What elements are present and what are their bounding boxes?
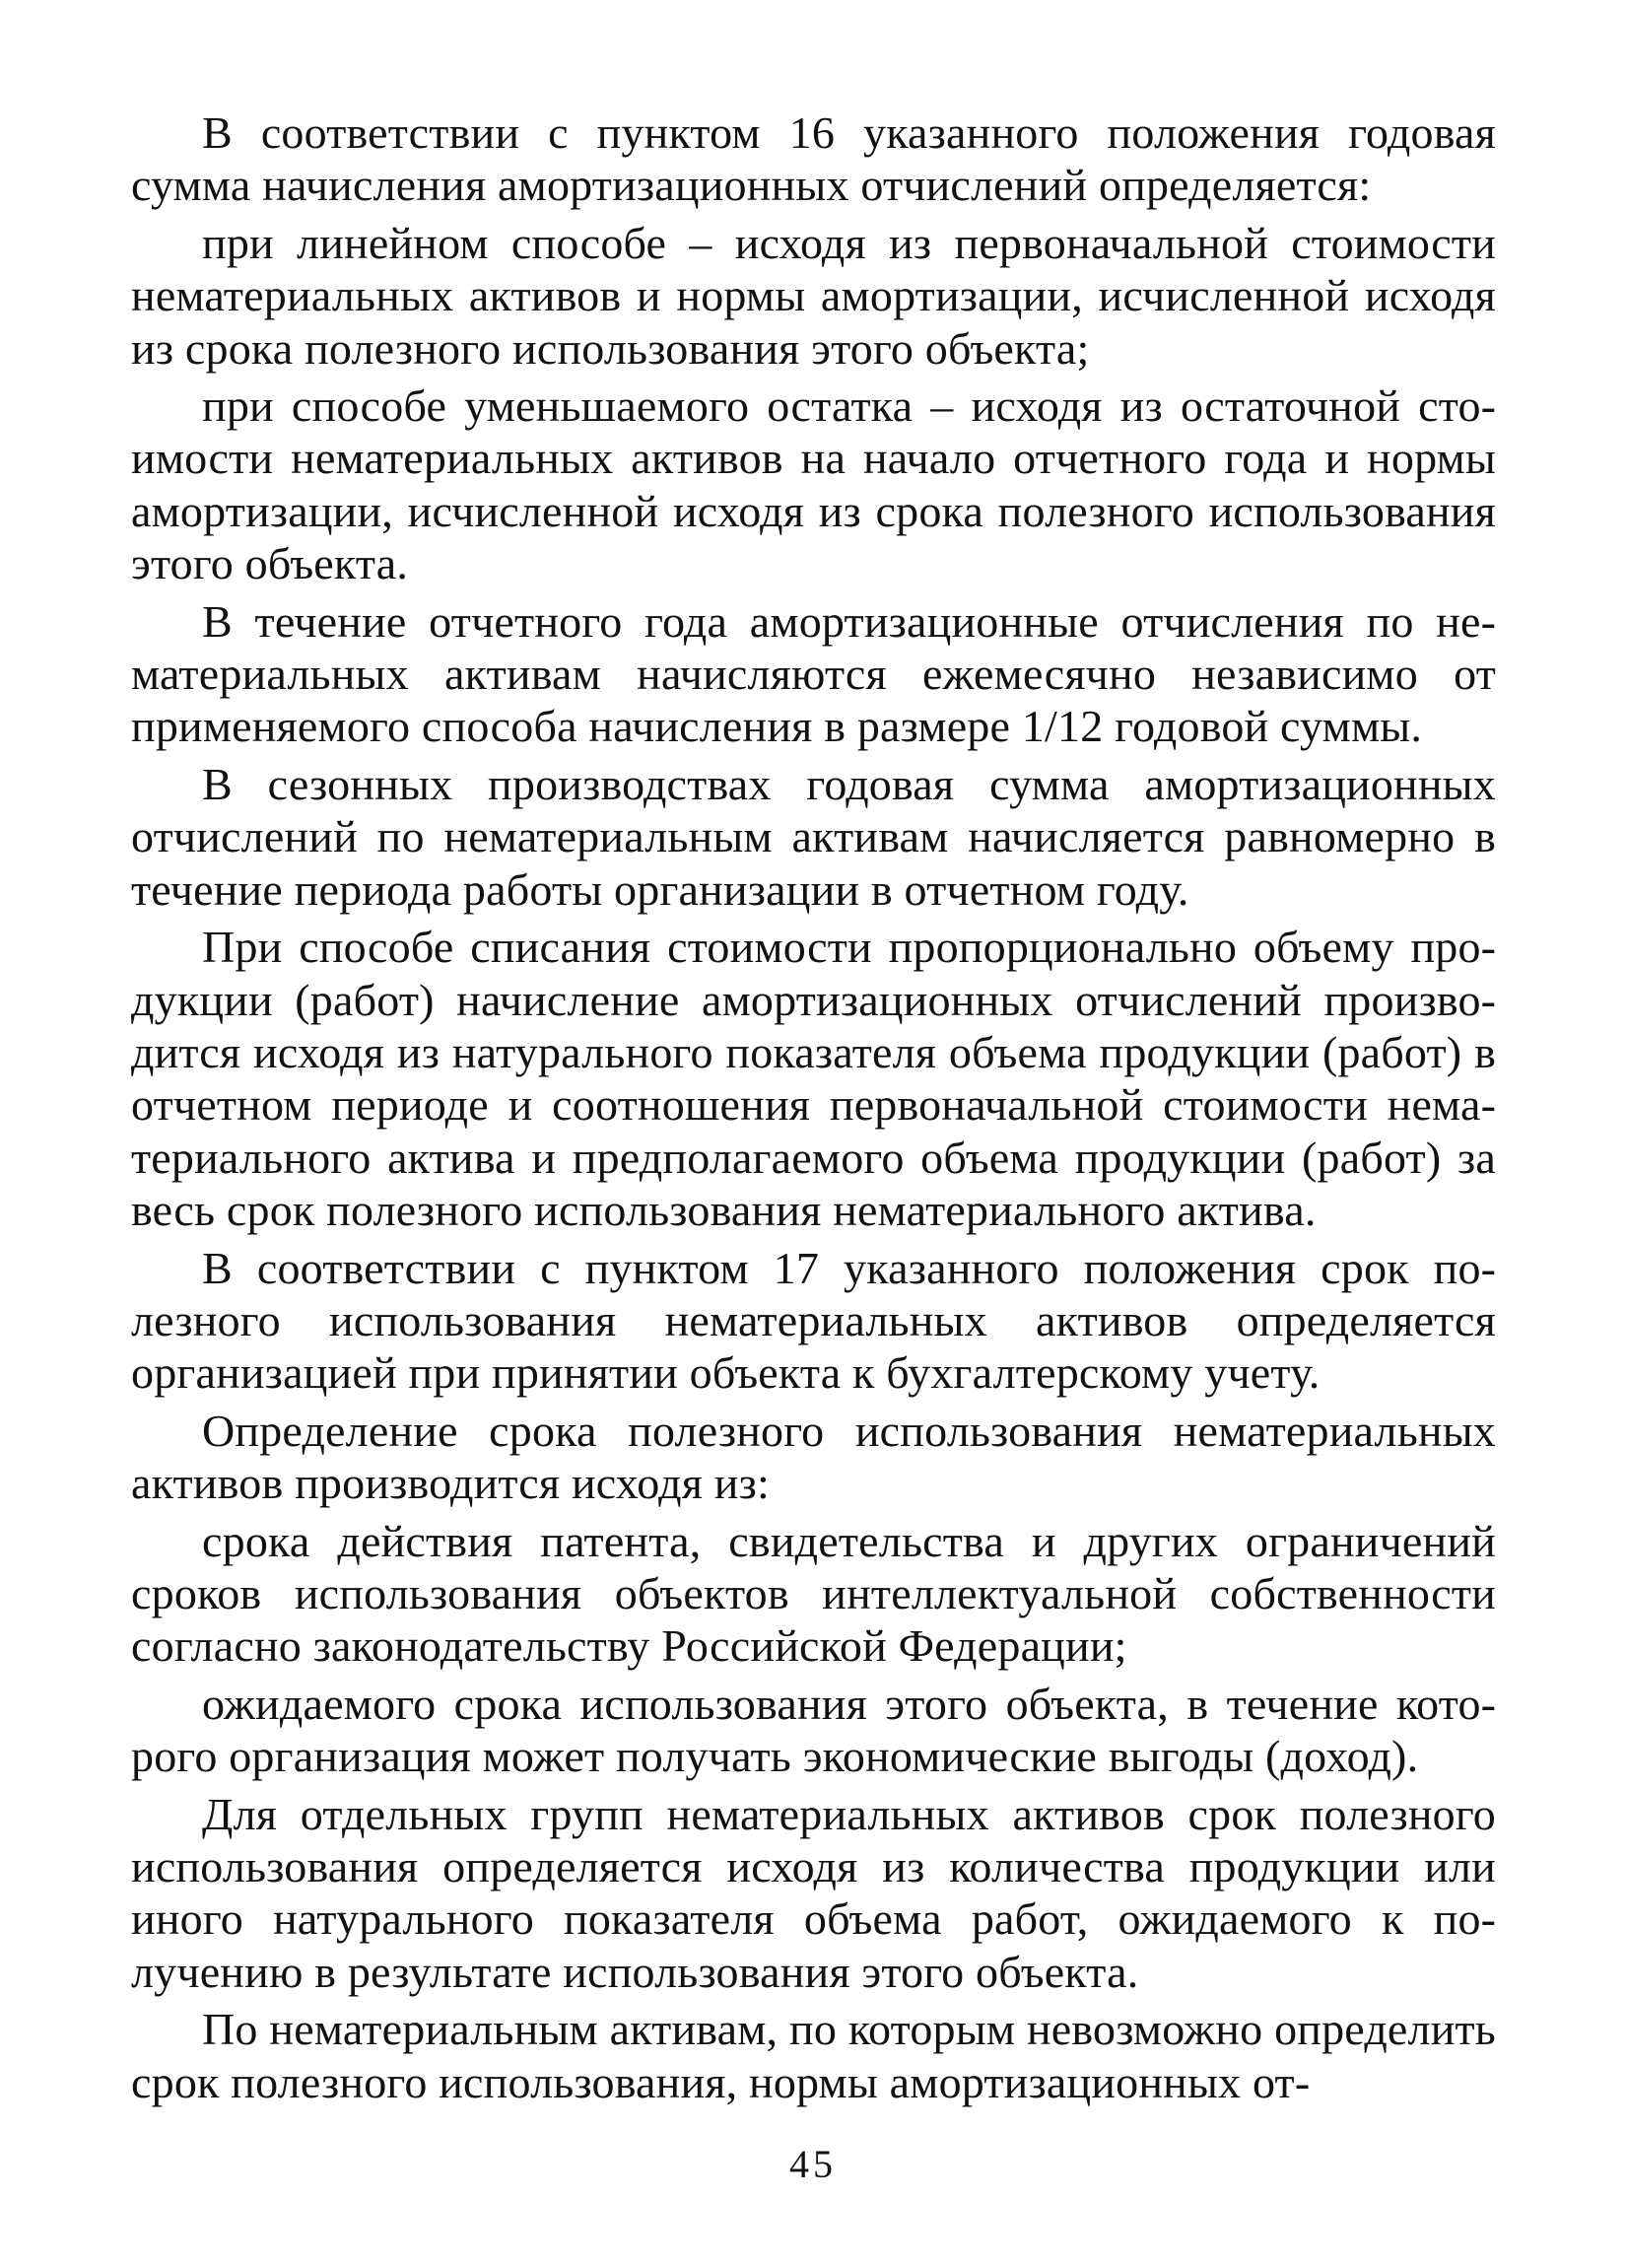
paragraph-5: В сезонных производствах годовая сумма амортизационных отчислений по нематериальным активам начисляется равномерно в течение периода работы организации в отчетном году. [131,758,1496,915]
page-number: 45 [789,2142,837,2186]
paragraph-12: По нематериальным активам, по которым невозможно определить срок полезного использования, нормы амортизационных от- [131,2004,1496,2107]
paragraph-4: В течение отчетного года амортизационные отчисления по нематериальных активам начисляются ежемесячно независимо от применяемого способа начисления в размере 1/12 годовой суммы. [131,595,1496,752]
paragraph-7: В соответствии с пунктом 17 указанного положения срок полезного использования нематериальных активов определяется организацией при принятии объекта к бухгалтерскому учету. [131,1242,1496,1399]
paragraph-2: при линейном способе – исходя из первоначальной стоимости нематериальных активов и нормы амортизации, исчисленной исходя из срока полезного использования этого объекта; [131,217,1496,374]
paragraph-10: ожидаемого срока использования этого объекта, в течение которого организация может получать экономические выгоды (доход). [131,1678,1496,1782]
paragraph-6: При способе списания стоимости пропорционально объему продукции (работ) начисление амортизационных отчислений производится исходя из натурального показателя объема продукции (работ) в отчетном периоде и соотношения первоначальной стоимости нематериального актива и предполагаемого объема продукции (работ) за весь срок полезного использования нематериального актива. [131,922,1496,1236]
paragraph-1: В соответствии с пунктом 16 указанного положения годовая сумма начисления амортизационных отчислений определяется: [131,107,1496,211]
paragraph-3: при способе уменьшаемого остатка – исходя из остаточной стоимости нематериальных активов на начало отчетного года и нормы амортизации, исчисленной исходя из срока полезного использования этого объекта. [131,380,1496,589]
paragraph-11: Для отдельных групп нематериальных активов срок полезного использования определяется исходя из количества продукции или иного натурального показателя объема работ, ожидаемого к получению в результате использования этого объекта. [131,1788,1496,1997]
paragraph-9: срока действия патента, свидетельства и других ограничений сроков использования объектов интеллектуальной собственности согласно законодательству Российской Федерации; [131,1515,1496,1672]
page-body [131,106,1496,2113]
paragraph-8: Определение срока полезного использования нематериальных активов производится исходя из: [131,1405,1496,1509]
